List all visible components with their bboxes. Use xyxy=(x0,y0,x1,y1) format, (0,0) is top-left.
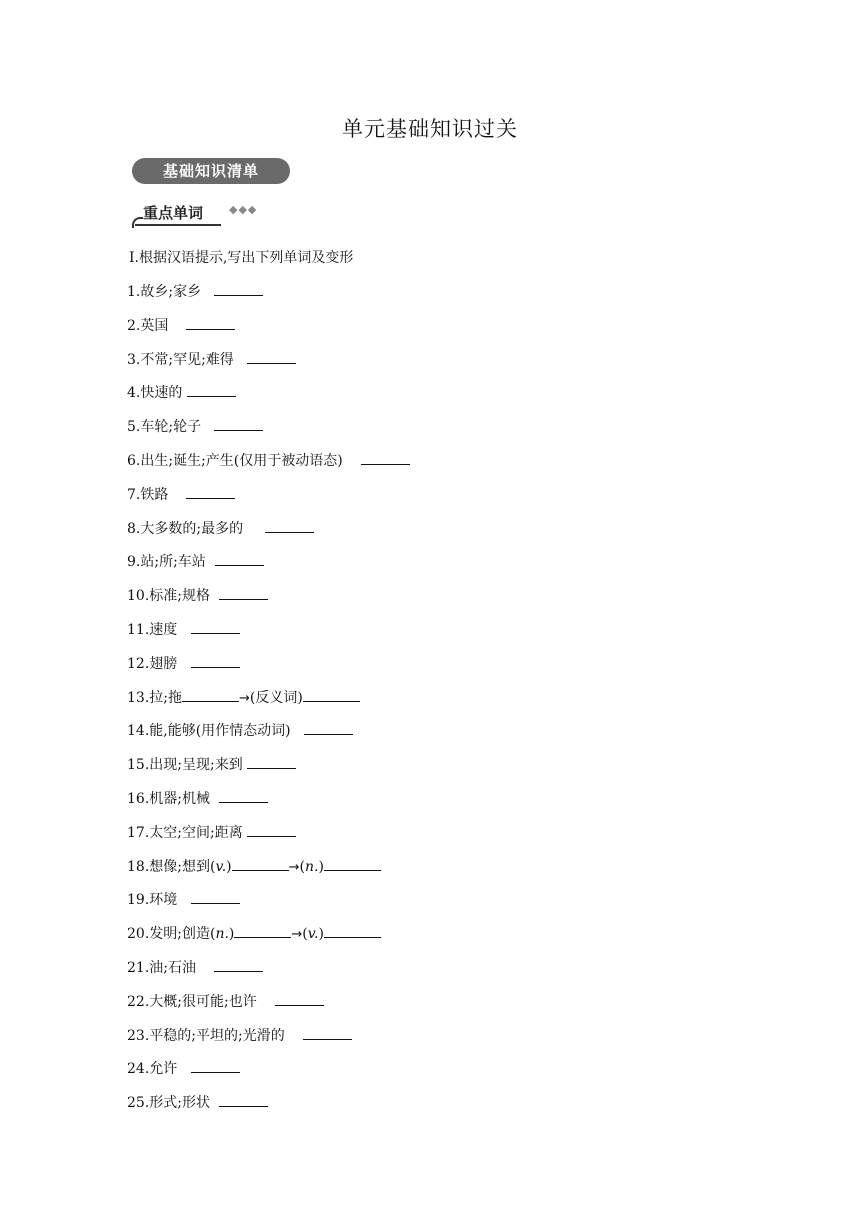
list-item xyxy=(127,653,410,687)
part-of-speech: v. xyxy=(307,926,319,943)
arrow-icon: → xyxy=(238,690,250,706)
list-item xyxy=(127,281,410,315)
answer-blank[interactable] xyxy=(191,1058,240,1073)
item-prompt: 24.允许 xyxy=(127,1061,191,1078)
item-prompt: 1.故乡;家乡 xyxy=(127,284,215,300)
list-item xyxy=(127,551,410,585)
answer-blank[interactable] xyxy=(214,281,263,296)
list-item xyxy=(127,450,410,484)
list-item xyxy=(127,957,410,991)
arrow-icon: → xyxy=(288,859,300,875)
answer-blank[interactable] xyxy=(247,822,296,837)
list-item xyxy=(127,1058,410,1092)
part-of-speech: n. xyxy=(215,926,229,943)
heading-hook-decoration xyxy=(132,217,143,228)
arrow-icon: → xyxy=(291,927,303,943)
list-item xyxy=(127,382,410,416)
heading-underline xyxy=(135,224,221,226)
answer-blank[interactable] xyxy=(361,450,410,465)
answer-blank[interactable] xyxy=(232,856,289,871)
list-item xyxy=(127,856,410,890)
list-item xyxy=(127,518,410,552)
answer-blank[interactable] xyxy=(247,349,296,364)
list-item xyxy=(127,788,410,822)
item-prompt: 12.翅膀 xyxy=(127,655,191,672)
section-banner: 基础知识清单 xyxy=(132,158,290,184)
list-item xyxy=(127,687,410,721)
answer-blank[interactable] xyxy=(304,720,353,735)
list-item xyxy=(127,889,410,923)
answer-blank[interactable] xyxy=(191,619,240,634)
answer-blank[interactable] xyxy=(214,957,263,972)
list-item xyxy=(127,1025,410,1059)
answer-blank[interactable] xyxy=(303,1025,352,1040)
list-item xyxy=(127,484,410,518)
part-of-speech: v. xyxy=(215,858,227,875)
answer-blank[interactable] xyxy=(186,315,235,330)
list-item xyxy=(127,585,410,619)
item-prompt: 17.太空;空间;距离 xyxy=(127,824,248,841)
paren: ( xyxy=(299,858,305,875)
item-prompt: 21.油;石油 xyxy=(127,959,214,976)
item-prompt: 16.机器;机械 xyxy=(127,790,219,807)
diamond-icons: ◆◆◆ xyxy=(229,203,258,216)
list-item xyxy=(127,315,410,349)
answer-blank[interactable] xyxy=(182,687,239,702)
answer-blank[interactable] xyxy=(187,382,236,397)
answer-blank[interactable] xyxy=(234,923,291,938)
answer-blank[interactable] xyxy=(324,856,381,871)
item-prompt: 8.大多数的;最多的 xyxy=(127,520,266,537)
answer-blank[interactable] xyxy=(219,1092,268,1107)
vocabulary-list xyxy=(127,281,410,1126)
item-prompt: 22.大概;很可能;也许 xyxy=(127,993,275,1010)
item-prompt: 11.速度 xyxy=(127,621,191,638)
answer-blank[interactable] xyxy=(275,991,324,1006)
item-prompt: 23.平稳的;平坦的;光滑的 xyxy=(127,1027,303,1044)
paren: ( xyxy=(302,926,308,943)
item-prompt: 2.英国 xyxy=(127,317,187,334)
item-prompt: 25.形式;形状 xyxy=(127,1095,219,1112)
item-prompt: 15.出现;呈现;来到 xyxy=(127,757,248,774)
list-item xyxy=(127,619,410,653)
list-item xyxy=(127,754,410,788)
item-prompt: 10.标准;规格 xyxy=(127,588,219,605)
answer-blank[interactable] xyxy=(219,788,268,803)
part-of-speech: n. xyxy=(305,858,319,875)
section-heading-label: 重点单词 xyxy=(143,204,204,222)
item-prompt: 9.站;所;车站 xyxy=(127,554,215,571)
list-item xyxy=(127,1092,410,1126)
list-item xyxy=(127,923,410,957)
list-item xyxy=(127,349,410,383)
answer-blank[interactable] xyxy=(247,754,296,769)
item-prompt: 13.拉;拖 xyxy=(127,689,182,706)
answer-blank[interactable] xyxy=(265,518,314,533)
answer-blank[interactable] xyxy=(303,687,360,702)
item-prompt: 4.快速的 xyxy=(127,385,187,402)
instruction-text: Ⅰ.根据汉语提示,写出下列单词及变形 xyxy=(129,250,354,266)
answer-blank[interactable] xyxy=(191,889,240,904)
item-prompt: 19.环境 xyxy=(127,892,191,909)
item-prompt: 3.不常;罕见;难得 xyxy=(127,351,248,368)
page-title: 单元基础知识过关 xyxy=(342,117,518,141)
answer-blank[interactable] xyxy=(186,484,235,499)
item-prompt: 20.发明;创造( xyxy=(127,926,216,943)
list-item xyxy=(127,822,410,856)
paren: ) xyxy=(226,858,232,875)
list-item xyxy=(127,416,410,450)
item-prompt: 18.想像;想到( xyxy=(127,858,216,875)
item-hint: (反义词) xyxy=(249,689,303,706)
section-heading xyxy=(131,200,281,230)
paren: ) xyxy=(228,926,235,943)
paren: ) xyxy=(318,926,324,943)
item-prompt: 14.能,能够(用作情态动词) xyxy=(127,723,304,740)
list-item xyxy=(127,991,410,1025)
answer-blank[interactable] xyxy=(214,416,263,431)
answer-blank[interactable] xyxy=(215,551,264,566)
paren: ) xyxy=(318,858,324,875)
item-prompt: 7.铁路 xyxy=(127,486,187,503)
answer-blank[interactable] xyxy=(219,585,268,600)
list-item xyxy=(127,720,410,754)
answer-blank[interactable] xyxy=(324,923,381,938)
answer-blank[interactable] xyxy=(191,653,240,668)
item-prompt: 6.出生;诞生;产生(仅用于被动语态) xyxy=(127,452,361,469)
item-prompt: 5.车轮;轮子 xyxy=(127,419,215,436)
